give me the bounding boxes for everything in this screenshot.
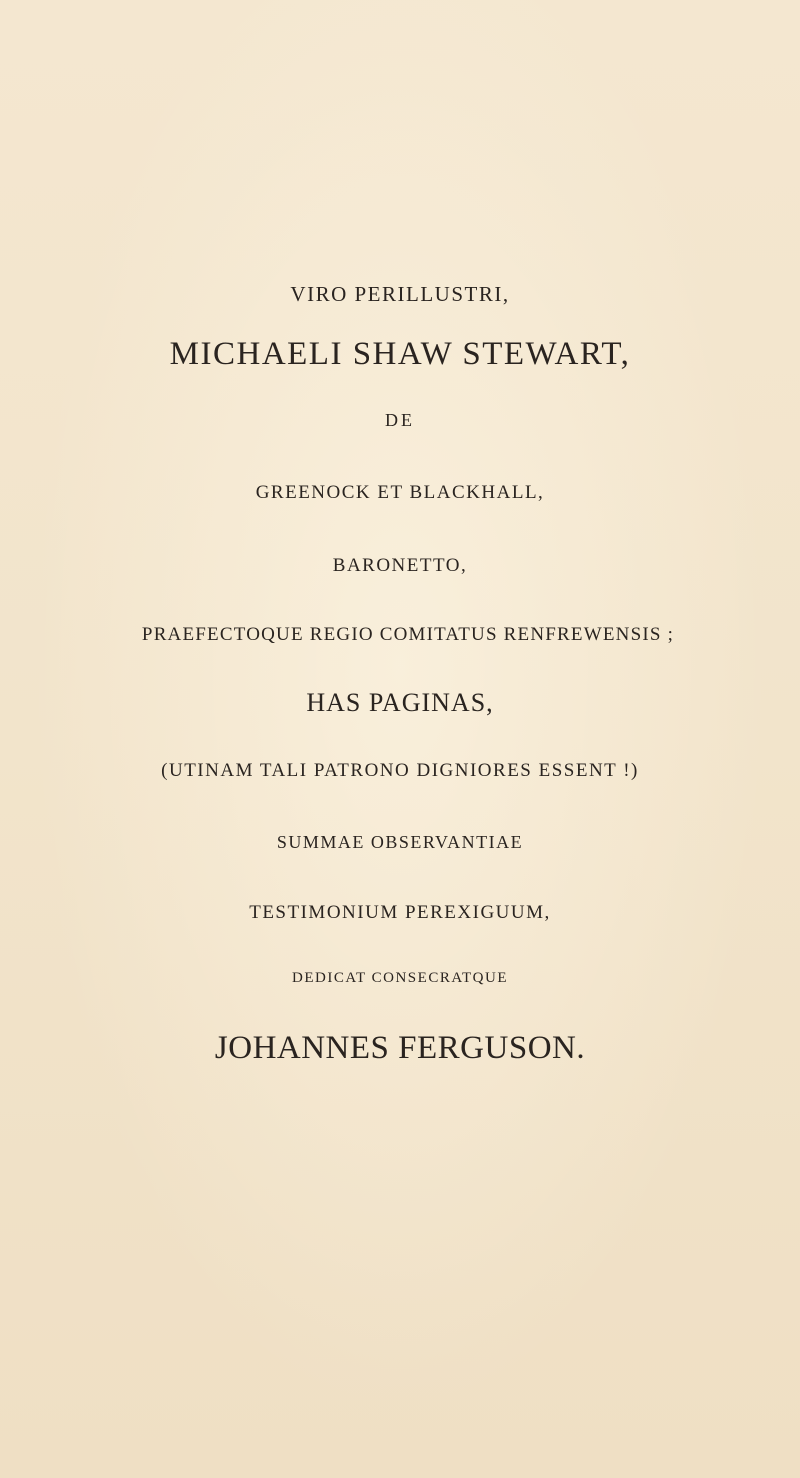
dedication-parenthetical: (UTINAM TALI PATRONO DIGNIORES ESSENT !) [161, 760, 639, 781]
dedication-observantiae: SUMMAE OBSERVANTIAE [276, 832, 524, 852]
dedication-title: BARONETTO, [332, 555, 468, 576]
dedication-testimonium: TESTIMONIUM PEREXIGUUM, [249, 902, 551, 923]
dedication-name: MICHAELI SHAW STEWART, [169, 336, 631, 372]
dedication-dedicat: DEDICAT CONSECRATQUE [292, 970, 508, 986]
dedication-office: PRAEFECTOQUE REGIO COMITATUS RENFREWENSIS ; [141, 624, 675, 645]
dedication-line-de: DE [385, 410, 415, 430]
dedication-estate: GREENOCK ET BLACKHALL, [255, 482, 545, 503]
dedication-author: JOHANNES FERGUSON. [214, 1030, 586, 1066]
dedication-line-viro: VIRO PERILLUSTRI, [290, 282, 510, 306]
dedication-has-paginas: HAS PAGINAS, [306, 688, 494, 717]
